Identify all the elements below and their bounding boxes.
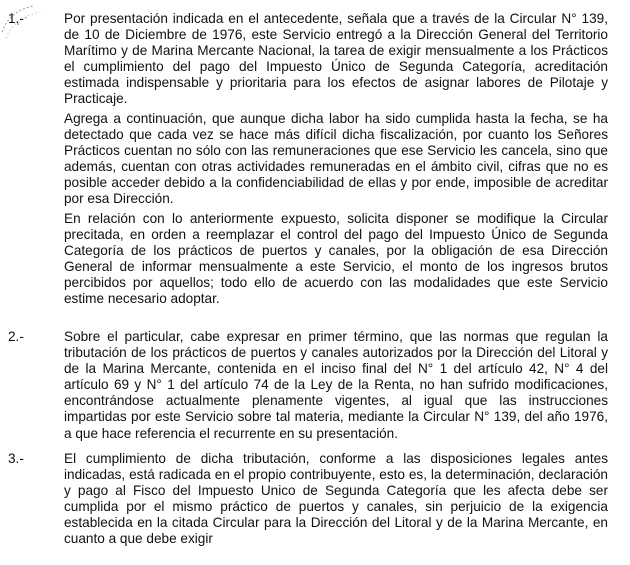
section-number: 2.- <box>8 329 24 344</box>
paragraph: En relación con lo anteriormente expuesto, solicita disponer se modifique la Circular precitada, en orden a reemplazar el control del pago del Impuesto Único de Segunda Categoría de los prácticos de puertos y canales, por la obligación de esa Dirección General de informar mensualmente a este Servicio, el monto de los ingresos brutos percibidos por aquellos; todo ello de acuerdo con las modalidades que este Servicio estime necesario adoptar. <box>64 211 608 307</box>
paragraph: El cumplimiento de dicha tributación, conforme a las disposiciones legales antes indicadas, está radicada en el propio contribuyente, esto es, la determinación, declaración y pago al Fisco del Impuesto Unico de Segunda Categoría que les afecta debe ser cumplida por el mismo práctico de puertos y canales, sin perjuicio de la exigencia establecida en la citada Circular para la Dirección del Litoral y de la Marina Mercante, en cuanto a que debe exigir <box>64 451 608 547</box>
paragraph: Sobre el particular, cabe expresar en primer término, que las normas que regulan la tributación de los prácticos de puertos y canales autorizados por la Dirección del Litoral y de la Marina Mercante, contenida en el inciso final del N° 1 del artículo 42, N° 4 del artículo 69 y N° 1 del artículo 74 de la Ley de la Renta, no han sufrido modificaciones, encontrándose actualmente plenamente vigentes, al igual que las instrucciones impartidas por este Servicio sobre tal materia, mediante la Circular N° 139, del año 1976, a que hace referencia el recurrente en su presentación. <box>64 329 608 441</box>
paragraph: Agrega a continuación, que aunque dicha labor ha sido cumplida hasta la fecha, se ha detectado que cada vez se hace más difícil dicha fiscalización, por cuanto los Señores Prácticos cuentan no sólo con las remuneraciones que ese Servicio les cancela, sino que además, cuentan con otras actividades remuneradas en el ámbito civil, cifras que no es posible acceder debido a la confidenciabilidad de ellas y por ende, imposible de acreditar por esa Dirección. <box>64 111 608 207</box>
paragraph: Por presentación indicada en el antecedente, señala que a través de la Circular N° 139, de 10 de Diciembre de 1976, este Servicio entregó a la Dirección General del Territorio Marítimo y de Marina Mercante Nacional, la tarea de exigir mensualmente a los Prácticos el cumplimiento del pago del Impuesto Único de Segunda Categoría, acreditación estimada indispensable y prioritaria para los efectos de asignar labores de Pilotaje y Practicaje. <box>64 11 608 107</box>
section-number: 1.- <box>8 11 24 26</box>
section-number: 3.- <box>8 451 24 466</box>
